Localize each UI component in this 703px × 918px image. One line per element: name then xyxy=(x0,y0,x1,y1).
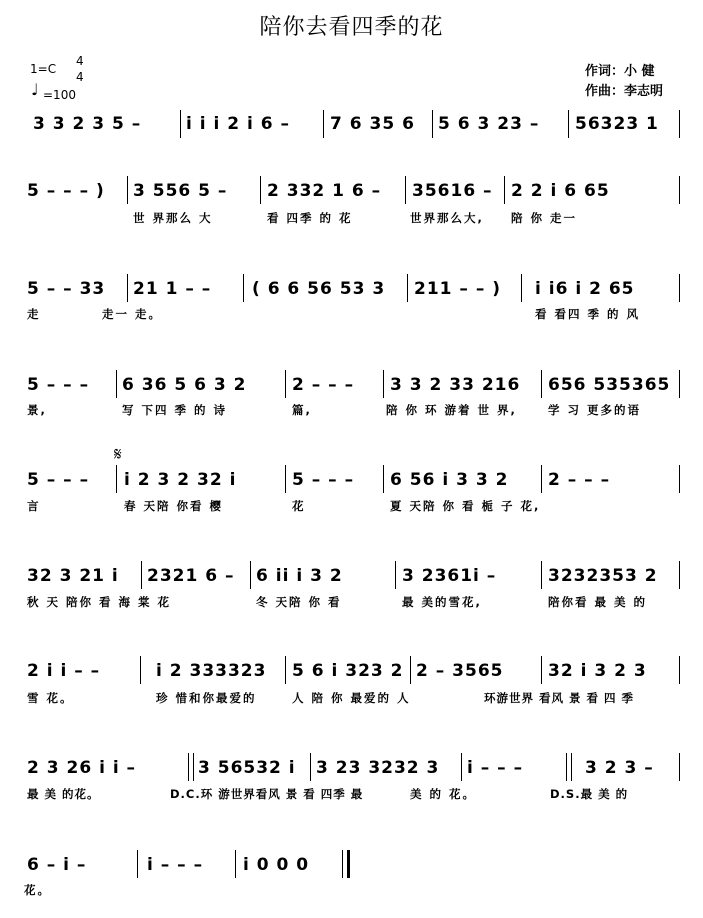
segno-icon: 𝄋 xyxy=(114,444,122,465)
lyric-segment: 春 天陪 你看 樱 xyxy=(124,499,224,513)
lyric-segment: 学 习 更多的语 xyxy=(548,403,642,417)
lyric-segment: 看 四季 的 花 xyxy=(267,211,353,225)
barline xyxy=(541,561,542,589)
double-barline xyxy=(566,753,572,781)
barline xyxy=(323,110,324,138)
lyric-segment: 景, xyxy=(27,403,47,417)
barline xyxy=(235,850,236,878)
measure: 5 – – 33 xyxy=(27,279,106,299)
measure: 5 – – – ) xyxy=(27,181,105,201)
measure: 6 – i – xyxy=(27,855,87,875)
barline xyxy=(250,561,251,589)
song-title: 陪你去看四季的花 xyxy=(259,15,444,40)
measure: 3 56532 i xyxy=(198,758,296,778)
measure: 5 – – – xyxy=(292,470,355,490)
measure: 211 – – ) xyxy=(414,279,502,299)
measure: 21 1 – – xyxy=(133,279,212,299)
lyric-segment: 陪你看 最 美 的 xyxy=(548,595,648,609)
lyric-segment: D.S.最 美 的 xyxy=(550,787,629,801)
measure: 32 i 3 2 3 xyxy=(548,661,647,681)
measure: 7 6 35 6 xyxy=(330,114,415,134)
measure: 5 6 3 23 – xyxy=(438,114,540,134)
lyric-segment: 雪 花。 xyxy=(27,691,74,705)
measure: 35616 – xyxy=(412,181,493,201)
measure: 3 23 3232 3 xyxy=(316,758,440,778)
lyric-segment: 世 界那么 大 xyxy=(133,211,213,225)
measure: 2 – – – xyxy=(292,375,355,395)
measure: 6 ii i 3 2 xyxy=(256,566,343,586)
measure: ( 6 6 56 53 3 xyxy=(252,279,386,299)
measure: 3 3 2 33 216 xyxy=(390,375,521,395)
measure: 5 – – – xyxy=(27,470,90,490)
barline xyxy=(285,465,286,493)
measure: i – – – xyxy=(467,758,524,778)
measure: 2 – 3565 xyxy=(416,661,504,681)
lyric-segment: 走 xyxy=(27,307,41,321)
barline xyxy=(116,465,117,493)
tempo-marking: =100 xyxy=(43,88,76,102)
measure: 3 2361i – xyxy=(402,566,497,586)
composer-credit: 作曲：李志明 xyxy=(585,84,664,99)
barline xyxy=(383,465,384,493)
barline xyxy=(679,110,680,138)
measure: 2 2 i 6 65 xyxy=(511,181,610,201)
barline xyxy=(679,465,680,493)
lyric-segment: 花 xyxy=(292,499,306,513)
measure: 3 3 2 3 5 – xyxy=(33,114,142,134)
barline xyxy=(432,110,433,138)
barline xyxy=(541,656,542,684)
barline xyxy=(243,274,244,302)
lyric-segment: 写 下四 季 的 诗 xyxy=(122,403,228,417)
lyricist-credit: 作词：小 健 xyxy=(585,64,655,79)
lyric-segment: 美 的 花。 xyxy=(410,787,477,801)
lyric-segment: 秋 天 陪你 看 海 棠 花 xyxy=(27,595,172,609)
barline xyxy=(127,176,128,204)
barline xyxy=(395,561,396,589)
lyric-segment: 夏 天陪 你 看 栀 子 花, xyxy=(390,499,541,513)
measure: 5 – – – xyxy=(27,375,90,395)
measure: i 2 333323 xyxy=(156,661,267,681)
lyric-segment: 冬 天陪 你 看 xyxy=(256,595,342,609)
lyric-segment: 环游世界 看风 景 看 四 季 xyxy=(484,691,635,705)
measure: i i6 i 2 65 xyxy=(535,279,635,299)
barline xyxy=(285,370,286,398)
lyric-segment: 人 陪 你 最爱的 人 xyxy=(292,691,411,705)
barline xyxy=(407,274,408,302)
measure: 2 i i – – xyxy=(27,661,101,681)
lyric-segment: 言 xyxy=(27,499,41,513)
lyric-segment: D.C.环 游世界看风 景 看 四季 最 xyxy=(170,787,364,801)
measure: i i i 2 i 6 – xyxy=(186,114,290,134)
measure: 3 556 5 – xyxy=(133,181,228,201)
barline xyxy=(679,176,680,204)
measure: 2 332 1 6 – xyxy=(267,181,382,201)
measure: 656 535365 xyxy=(548,375,671,395)
measure: 32 3 21 i xyxy=(27,566,119,586)
measure: 2 3 26 i i – xyxy=(27,758,137,778)
lyric-segment: 走一 走。 xyxy=(102,307,163,321)
lyric-segment: 珍 惜和你最爱的 xyxy=(156,691,257,705)
key-signature: 1=C xyxy=(30,62,57,76)
measure: 2321 6 – xyxy=(147,566,235,586)
lyric-segment: 最 美 的花。 xyxy=(27,787,100,801)
measure: 5 6 i 323 2 xyxy=(292,661,404,681)
barline xyxy=(127,274,128,302)
measure: 6 56 i 3 3 2 xyxy=(390,470,509,490)
measure: 56323 1 xyxy=(575,114,659,134)
barline xyxy=(679,274,680,302)
measure: 2 – – – xyxy=(548,470,611,490)
time-signature-top: 4 xyxy=(76,54,84,68)
final-barline xyxy=(342,850,350,878)
lyric-segment: 陪 你 环 游着 世 界, xyxy=(386,403,517,417)
repeat-start-barline xyxy=(188,753,194,781)
barline xyxy=(383,370,384,398)
barline xyxy=(310,753,311,781)
barline xyxy=(461,753,462,781)
barline xyxy=(679,370,680,398)
barline xyxy=(410,656,411,684)
measure: i 0 0 0 xyxy=(243,855,310,875)
barline xyxy=(504,176,505,204)
lyric-segment: 花。 xyxy=(24,883,51,897)
barline xyxy=(285,656,286,684)
barline xyxy=(568,110,569,138)
lyric-segment: 世界那么大, xyxy=(410,211,484,225)
barline xyxy=(140,656,141,684)
barline xyxy=(679,561,680,589)
barline xyxy=(260,176,261,204)
barline xyxy=(679,753,680,781)
lyric-segment: 篇, xyxy=(292,403,312,417)
lyric-segment: 看 看四 季 的 风 xyxy=(535,307,641,321)
measure: 3 2 3 – xyxy=(585,758,654,778)
measure: i – – – xyxy=(147,855,204,875)
barline xyxy=(541,465,542,493)
measure: 3232353 2 xyxy=(548,566,658,586)
measure: 6 36 5 6 3 2 xyxy=(122,375,247,395)
measure: i 2 3 2 32 i xyxy=(124,470,237,490)
barline xyxy=(521,274,522,302)
lyric-segment: 最 美的雪花, xyxy=(402,595,482,609)
time-signature-bottom: 4 xyxy=(76,70,84,84)
barline xyxy=(137,850,138,878)
quarter-note-icon: ♩ xyxy=(31,80,39,99)
lyric-segment: 陪 你 走一 xyxy=(511,211,578,225)
barline xyxy=(405,176,406,204)
barline xyxy=(541,370,542,398)
barline xyxy=(141,561,142,589)
barline xyxy=(116,370,117,398)
barline xyxy=(180,110,181,138)
barline xyxy=(679,656,680,684)
